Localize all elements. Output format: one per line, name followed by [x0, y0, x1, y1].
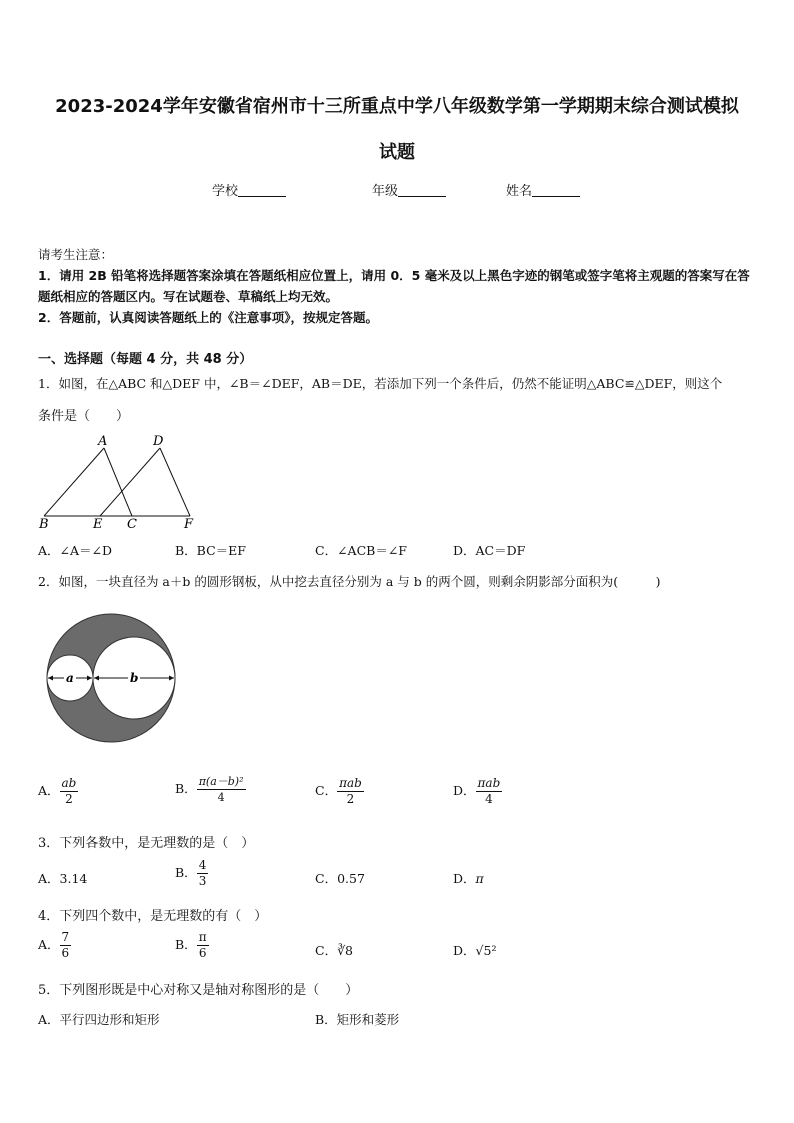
school-field[interactable]: 学校 — [212, 180, 286, 199]
label-d: D — [153, 434, 164, 449]
q2-option-c[interactable]: C． $\frac{\text{πab}}{2}$ — [315, 776, 362, 806]
label-diameter-b: b — [130, 671, 139, 685]
q5-option-a[interactable]: A．平行四边形和矩形 — [38, 1012, 160, 1027]
fraction: $\frac{\pi}{6}$ — [198, 930, 207, 960]
q2-option-a[interactable]: A． $\frac{ab}{2}$ — [38, 776, 77, 806]
label-diameter-a: a — [66, 671, 74, 685]
label-b: B — [39, 517, 49, 530]
q3-option-c[interactable]: C．0.57 — [315, 871, 365, 886]
name-blank[interactable] — [532, 183, 580, 197]
q4-option-a[interactable]: A． $\frac{7}{6}$ — [38, 930, 70, 960]
fraction: $\frac{7}{6}$ — [61, 930, 70, 960]
fraction: $\frac{\text{πab}}{4}$ — [477, 776, 501, 806]
q4-option-b[interactable]: B． $\frac{\pi}{6}$ — [175, 930, 207, 960]
section-heading: 一、选择题（每题 4 分，共 48 分） — [38, 352, 253, 367]
triangle-figure — [36, 430, 200, 530]
q3-option-d[interactable]: D．π — [453, 871, 484, 886]
question-4-text: 4．下列四个数中，是无理数的有（ ） — [38, 909, 268, 924]
notes-item-2: 2．答题前，认真阅读答题纸上的《注意事项》，按规定答题。 — [38, 310, 378, 325]
q1-option-c[interactable]: C．∠ACB＝∠F — [315, 543, 407, 558]
name-field[interactable]: 姓名 — [506, 180, 580, 199]
question-1-text-cont: 条件是（ ） — [38, 409, 130, 424]
q3-option-a[interactable]: A．3.14 — [38, 871, 88, 886]
question-2-text: 2．如图，一块直径为 a＋b 的圆形钢板，从中挖去直径分别为 a 与 b 的两个圆，则剩余阴影部分面积为( ) — [38, 574, 661, 589]
fraction: $\frac{4}{3}$ — [198, 858, 207, 888]
question-5-text: 5．下列图形既是中心对称又是轴对称图形的是（ ） — [38, 983, 359, 998]
title-line-1: 2023-2024学年安徽省宿州市十三所重点中学八年级数学第一学期期末综合测试模拟 — [55, 96, 739, 117]
q1-option-a[interactable]: A．∠A＝∠D — [38, 543, 113, 558]
q4-option-d[interactable]: D．√5² — [453, 943, 497, 958]
q1-option-b[interactable]: B．BC＝EF — [175, 543, 246, 558]
label-e: E — [93, 517, 103, 530]
circle-figure — [44, 612, 180, 746]
fraction: $\frac{\text{π(a－b)²}}{4}$ — [198, 775, 244, 804]
q4-option-c[interactable]: C．∛8 — [315, 943, 353, 958]
grade-blank[interactable] — [398, 183, 446, 197]
page-title — [30, 84, 764, 176]
exam-notes — [38, 244, 758, 328]
fraction: $\frac{ab}{2}$ — [61, 776, 77, 806]
fraction: $\frac{\text{πab}}{2}$ — [339, 776, 362, 806]
label-a: A — [98, 434, 108, 449]
q1-option-d[interactable]: D．AC＝DF — [453, 543, 526, 558]
label-c: C — [127, 517, 137, 530]
q3-option-b[interactable]: B． $\frac{4}{3}$ — [175, 858, 207, 888]
notes-item-1: 1．请用 2B 铅笔将选择题答案涂填在答题纸相应位置上，请用 0．5 毫米及以上黑色字迹的钢笔或签字笔将主观题的答案写在答题纸相应的答题区内。写在试题卷、草稿纸上均无效。 — [38, 268, 750, 304]
grade-field[interactable]: 年级 — [372, 180, 446, 199]
question-1-text: 1．如图，在△ABC 和△DEF 中，∠B＝∠DEF，AB＝DE，若添加下列一个条件后，仍然不能证明△ABC≌△DEF，则这个 — [38, 376, 723, 391]
label-f: F — [184, 517, 194, 530]
q2-option-b[interactable]: B． $\frac{\text{π(a－b)²}}{4}$ — [175, 775, 244, 804]
question-3-text: 3．下列各数中，是无理数的是（ ） — [38, 836, 255, 851]
title-line-2: 试题 — [379, 142, 415, 163]
school-blank[interactable] — [238, 183, 286, 197]
q2-option-d[interactable]: D． $\frac{\text{πab}}{4}$ — [453, 776, 501, 806]
notes-heading: 请考生注意： — [38, 247, 114, 262]
q5-option-b[interactable]: B．矩形和菱形 — [315, 1012, 400, 1027]
